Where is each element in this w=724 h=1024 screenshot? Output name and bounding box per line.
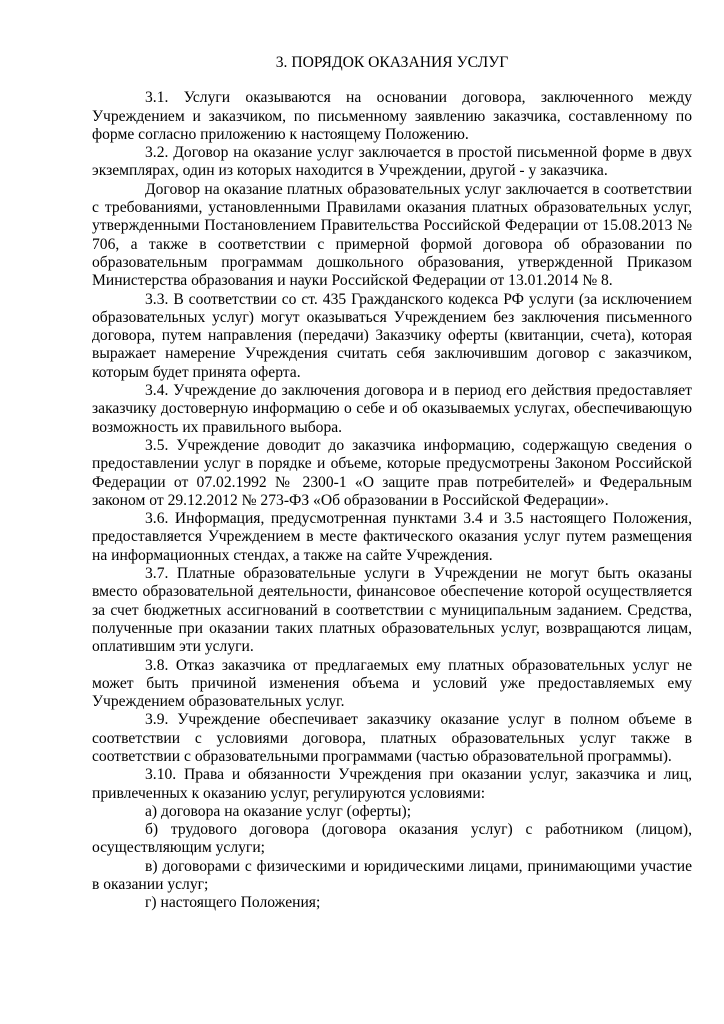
paragraph-3-7: 3.7. Платные образовательные услуги в Учреждении не могут быть оказаны вместо образовательной деятельности, финансовое обеспечение которой осуществляется за счет бюджетных ассигнований в соответствии с муниципальным заданием. Средства, полученные при оказании таких платных образовательных услуг, возвращаются лицам, оплатившим эти услуги. <box>92 565 692 656</box>
document-page <box>92 54 692 913</box>
list-item-g: г) настоящего Положения; <box>145 894 321 912</box>
paragraph-3-3: 3.3. В соответствии со ст. 435 Гражданского кодекса РФ услуги (за исключением образовательных услуг) могут оказываться Учреждением без заключения письменного договора, путем направления (передачи) Заказчику оферты (квитанции, счета), которая выражает намерение Учреждения считать себя заключившим договор с заказчиком, которым будет принята оферта. <box>92 290 692 381</box>
paragraph-3-2: 3.2. Договор на оказание услуг заключается в простой письменной форме в двух экземплярах, один из которых находится в Учреждении, другой - у заказчика. <box>92 144 692 180</box>
paragraph-3-8: 3.8. Отказ заказчика от предлагаемых ему платных образовательных услуг не может быть причиной изменения объема и условий уже предоставляемых ему Учреждением образовательных услуг. <box>92 656 692 711</box>
list-item-b: б) трудового договора (договора оказания услуг) с работником (лицом), осуществляющим услуги; <box>92 821 692 857</box>
paragraph-3-5: 3.5. Учреждение доводит до заказчика информацию, содержащую сведения о предоставлении услуг в порядке и объеме, которые предусмотрены Законом Российской Федерации от 07.02.1992 № 2300-1 «О защите прав потребителей» и Федеральным законом от 29.12.2012 № 273-ФЗ «Об образовании в Российской Федерации». <box>92 436 692 509</box>
section-title: 3. ПОРЯДОК ОКАЗАНИЯ УСЛУГ <box>275 54 509 71</box>
paragraph-3-1: 3.1. Услуги оказываются на основании договора, заключенного между Учреждением и заказчиком, по письменному заявлению заказчика, составленному по форме согласно приложению к настоящему Положению. <box>92 89 692 143</box>
list-item-v: в) договорами с физическими и юридическими лицами, принимающими участие в оказании услуг; <box>92 857 692 894</box>
paragraph-3-4: 3.4. Учреждение до заключения договора и в период его действия предоставляет заказчику достоверную информацию о себе и об оказываемых услугах, обеспечивающую возможность их правильного выбора. <box>92 382 692 436</box>
paragraph-3-10: 3.10. Права и обязанности Учреждения при оказании услуг, заказчика и лиц, привлеченных к оказанию услуг, регулируются условиями: <box>92 766 692 802</box>
paragraph-3-9: 3.9. Учреждение обеспечивает заказчику оказание услуг в полном объеме в соответствии с условиями договора, платных образовательных услуг также в соответствии с образовательными программами (частью образовательной программы). <box>92 711 692 765</box>
paragraph-3-6: 3.6. Информация, предусмотренная пунктами 3.4 и 3.5 настоящего Положения, предоставляется Учреждением в месте фактического оказания услуг путем размещения на информационных стендах, а также на сайте Учреждения. <box>92 510 692 564</box>
list-item-a: а) договора на оказание услуг (оферты); <box>145 802 412 820</box>
paragraph-3-2-contract: Договор на оказание платных образовательных услуг заключается в соответствии с требованиями, установленными Правилами оказания платных образовательных услуг, утвержденными Постановлением Правительства Российской Федерации от 15.08.2013 № 706, а также в соответствии с примерной формой договора об образовании по образовательным программам дошкольного образования, утвержденной Приказом Министерства образования и науки Российской Федерации от 13.01.2014 № 8. <box>92 180 692 290</box>
